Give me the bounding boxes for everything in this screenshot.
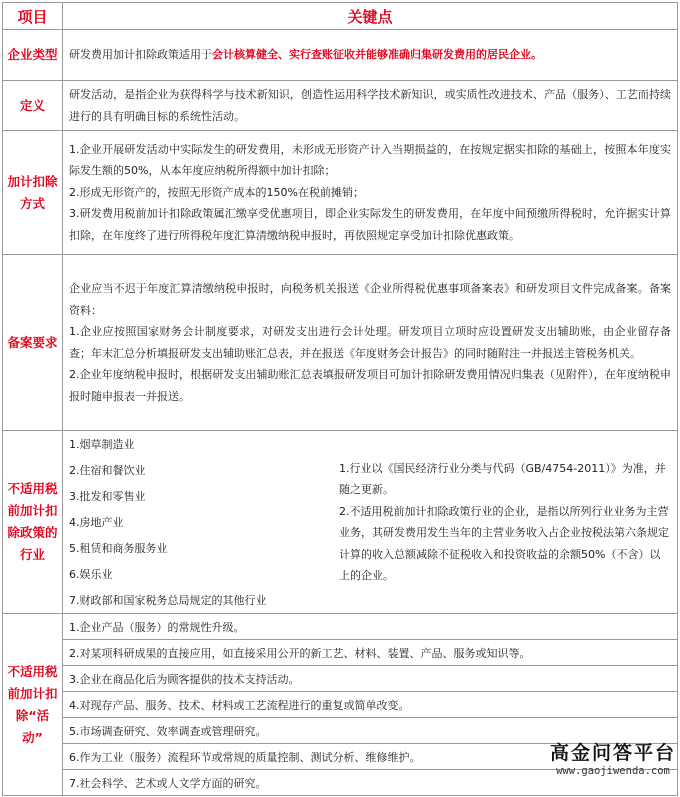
label-definition: 定义 xyxy=(3,81,63,131)
list-item: 7.财政部和国家税务总局规定的其他行业 xyxy=(69,594,267,607)
header-key-points: 关键点 xyxy=(63,3,678,30)
row-filing-requirements xyxy=(3,255,678,431)
watermark-title: 高金问答平台 xyxy=(549,742,676,764)
row-deduction-method xyxy=(3,131,678,255)
enterprise-highlight: 会计核算健全、实行查账征收并能够准确归集研发费用的居民企业。 xyxy=(212,48,542,62)
list-item: 2.住宿和餐饮业 xyxy=(69,464,146,477)
filing-item-1: 1.企业应按照国家财务会计制度要求，对研发支出进行会计处理。研发项目立项时应设置研发支出辅助账，由企业留存备查；年末汇总分析填报研发支出辅助账汇总表，并在报送《年度财务会计报告》的同时随附注一并报送主管税务机关。 xyxy=(69,325,671,360)
content-enterprise-type xyxy=(63,30,678,81)
row-enterprise-type xyxy=(3,30,678,81)
policy-table-wrapper xyxy=(2,2,677,796)
list-item: 3.企业在商品化后为顾客提供的技术支持活动。 xyxy=(63,666,677,692)
list-item: 4.房地产业 xyxy=(69,516,124,529)
industries-list xyxy=(63,431,333,613)
list-item: 6.娱乐业 xyxy=(69,568,113,581)
row-definition xyxy=(3,81,678,131)
label-excluded-activities: 不适用税前加计扣除“活动” xyxy=(3,614,63,796)
policy-table xyxy=(2,2,678,796)
label-filing-requirements: 备案要求 xyxy=(3,255,63,431)
watermark xyxy=(548,738,678,777)
watermark-url: www.gaojiwenda.com xyxy=(556,765,670,777)
list-item: 1.企业产品（服务）的常规性升级。 xyxy=(63,614,677,640)
label-excluded-industries: 不适用税前加计扣除政策的行业 xyxy=(3,431,63,614)
industries-split xyxy=(63,431,677,613)
method-item-3: 3.研发费用税前加计扣除政策属汇缴享受优惠项目，即企业实际发生的研发费用，在年度中间预缴所得税时，允许据实计算扣除，在年度终了进行所得税年度汇算清缴纳税申报时，再依照规定享受加计扣除优惠政策。 xyxy=(69,207,671,242)
label-deduction-method: 加计扣除方式 xyxy=(3,131,63,255)
content-filing-requirements xyxy=(63,255,678,431)
method-item-1: 1.企业开展研发活动中实际发生的研发费用，未形成无形资产计入当期损益的，在按规定据实扣除的基础上，按照本年度实际发生额的50%，从本年度应纳税所得额中加计扣除； xyxy=(69,142,671,178)
list-item: 1.烟草制造业 xyxy=(69,438,135,451)
table-header-row xyxy=(3,3,678,30)
list-item: 4.对现存产品、服务、技术、材料或工艺流程进行的重复或简单改变。 xyxy=(63,692,677,718)
list-item: 3.批发和零售业 xyxy=(69,490,146,503)
content-excluded-industries xyxy=(63,431,678,614)
label-enterprise-type: 企业类型 xyxy=(3,30,63,81)
industry-note-2: 2.不适用税前加计扣除政策行业的企业，是指以所列行业业务为主营业务，其研发费用发生当年的主营业务收入占企业按税法第六条规定计算的收入总额减除不征税收入和投资收益的余额50%（不含）以上的企业。 xyxy=(339,504,669,582)
list-item: 5.租赁和商务服务业 xyxy=(69,542,168,555)
industries-notes xyxy=(333,431,677,613)
content-definition: 研发活动，是指企业为获得科学与技术新知识，创造性运用科学技术新知识，或实质性改进技术、产品（服务）、工艺而持续进行的具有明确目标的系统性活动。 xyxy=(63,81,678,131)
content-deduction-method xyxy=(63,131,678,255)
list-item: 5.市场调查研究、效率调查或管理研究。 xyxy=(63,718,677,744)
method-item-2: 2.形成无形资产的，按照无形资产成本的150%在税前摊销； xyxy=(69,185,364,199)
header-project: 项目 xyxy=(3,3,63,30)
industry-note-1: 1.行业以《国民经济行业分类与代码（GB/4754-2011）》为准，并随之更新。 xyxy=(339,461,666,496)
list-item: 6.作为工业（服务）流程环节或常规的质量控制、测试分析、维修维护。 xyxy=(63,744,677,770)
industries-list-cell xyxy=(63,431,333,613)
filing-intro: 企业应当不迟于年度汇算清缴纳税申报时，向税务机关报送《企业所得税优惠事项备案表》和研发项目文件完成备案。备案资料： xyxy=(69,282,671,317)
list-item: 2.对某项科研成果的直接应用，如直接采用公开的新工艺、材料、装置、产品、服务或知识等。 xyxy=(63,640,677,666)
list-item: 7.社会科学、艺术或人文学方面的研究。 xyxy=(69,776,267,790)
filing-item-2: 2.企业年度纳税申报时，根据研发支出辅助账汇总表填报研发项目可加计扣除研发费用情况归集表（见附件），在年度纳税申报时随申报表一并报送。 xyxy=(69,368,671,403)
row-excluded-industries xyxy=(3,431,678,614)
enterprise-text: 研发费用加计扣除政策适用于 xyxy=(69,48,212,62)
